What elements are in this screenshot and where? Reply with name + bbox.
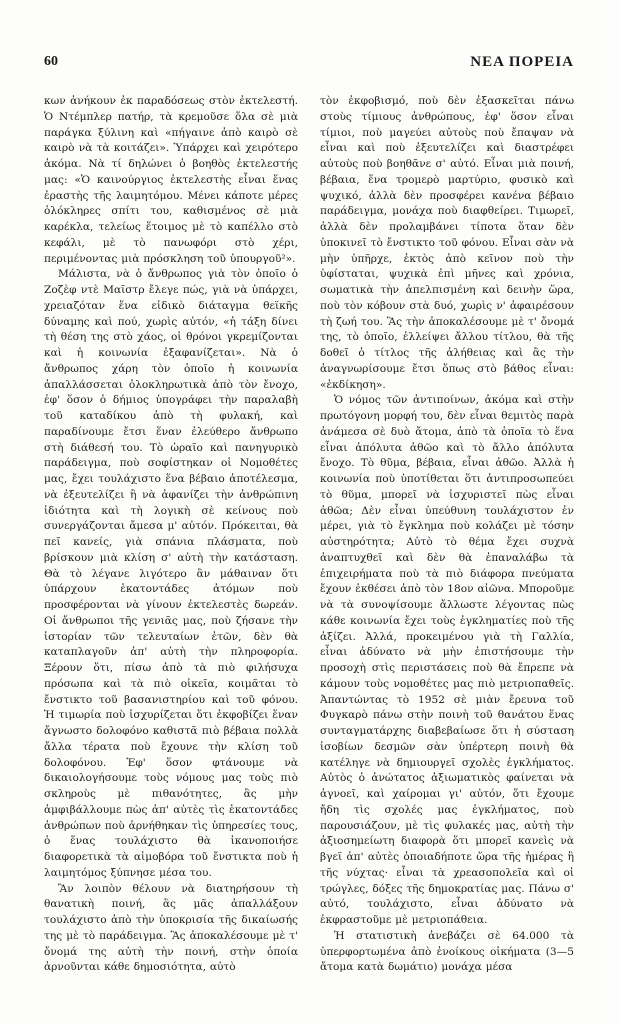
page-header [44, 54, 574, 76]
page-number: 60 [44, 54, 58, 69]
running-head: ΝΕΑ ΠΟΡΕΙΑ [470, 54, 574, 70]
paragraph: Μάλιστα, νὰ ὁ ἄνθρωπος γιὰ τὸν ὁποῖο ὁ Ζοζὲφ ντὲ Μαῖστρ ἔλεγε πώς, γιὰ νὰ ὑπάρχει, χρειαζόταν ἕνα εἰδικὸ διάταγμα θεϊκῆς δύναμης καὶ πού, χωρὶς αὐτόν, «ἡ τάξη δίνει τὴ θέση της στὸ χάος, οἱ θρόνοι γκρεμίζονται καὶ ἡ κοινωνία ἐξαφανίζεται». Νὰ ὁ ἄνθρωπος χάρη τὸν ὁποῖο ἡ κοινωνία ἀπαλλάσσεται ὁλοκληρωτικὰ ἀπὸ τὸν ἔνοχο, ἐφ' ὅσον ὁ δήμιος ὑπογράφει τὴν παραλαβὴ τοῦ καταδίκου ἀπὸ τὴ φυλακή, καὶ παραδίνουμε ἔτσι ἕναν ἐλεύθερο ἄνθρωπο στὴ διάθεσή του. Τὸ ὡραῖο καὶ πανηγυρικὸ παράδειγμα, ποὺ σοφίστηκαν οἱ Νομοθέτες μας, ἔχει τουλάχιστο ἕνα βέβαιο ἀποτέλεσμα, νὰ ἐξευτελίζει ἢ νὰ ἀφανίζει τὴν ἀνθρώπινη ἰδιότητα καὶ τὴ λογικὴ σὲ κείνους ποὺ συνεργάζονται ἄμεσα μ' αὐτόν. Πρόκειται, θὰ πεῖ κανείς, γιὰ σπάνια πλάσματα, ποὺ βρίσκουν μιὰ κλίση σ' αὐτὴ τὴν κατάσταση. Θὰ τὸ λέγανε λιγότερο ἂν μάθαιναν ὅτι ὑπάρχουν ἑκατοντάδες ἀτόμων ποὺ προσφέρονται νὰ γίνουν ἐκτελεστὲς δωρεάν. Οἱ ἄνθρωποι τῆς γενιᾶς μας, ποὺ ζήσανε τὴν ἱστορίαν τῶν τελευταίων ἐτῶν, δὲν θὰ καταπλαγοῦν ἀπ' αὐτὴ τὴν πληροφορία. Ξέρουν ὅτι, πίσω ἀπὸ τὰ πιὸ φιλήσυχα πρόσωπα καὶ τὰ πιὸ οἰκεῖα, κοιμᾶται τὸ ἔνστικτο τοῦ βασανιστηρίου καὶ τοῦ φόνου. Ἡ τιμωρία ποὺ ἰσχυρίζεται ὅτι ἐκφοβίζει ἕναν ἄγνωστο δολοφόνο καθιστᾶ πιὸ βέβαια πολλὰ ἄλλα τέρατα ποὺ ἔχουνε τὴν κλίση τοῦ δολοφόνου. Ἐφ' ὅσον φτάνουμε νὰ δικαιολογήσουμε τοὺς νόμους μας τοὺς πιὸ σκληροὺς μὲ πιθανότητες, ἂς μὴν ἀμφιβάλλουμε πὼς ἀπ' αὐτὲς τὶς ἑκατοντάδες ἀνθρώπων ποὺ ἀρνήθηκαν τὶς ὑπηρεσίες τους, ὁ ἕνας τουλάχιστο θὰ ἱκανοποιήσε διαφορετικὰ τὰ αἱμοβόρα τοῦ ἔνστικτα ποὺ ἡ λαιμητόμος ξύπνησε μέσα του. [44, 268, 298, 879]
paragraph: τὸν ἐκφοβισμό, ποὺ δὲν ἐξασκεῖται πάνω στοὺς τίμιους ἀνθρώπους, ἐφ' ὅσον εἶναι τίμιοι, ποὺ μαγεύει αὐτοὺς ποὺ ἔπαψαν νὰ εἶναι καὶ ποὺ ἐξευτελίζει καὶ διαστρέφει αὐτοὺς ποὺ βοηθᾶνε σ' αὐτό. Εἶναι μιὰ ποινή, βέβαια, ἕνα τρομερὸ μαρτύριο, φυσικὸ καὶ ψυχικό, ἀλλὰ δὲν προσφέρει κανένα βέβαιο παράδειγμα, μονάχα ποὺ διαφθείρει. Τιμωρεῖ, ἀλλὰ δὲν προλαμβάνει τίποτα ὅταν δὲν ὑποκινεῖ τὸ ἔνστικτο τοῦ φόνου. Εἶναι σὰν νὰ μὴν ὑπῆρχε, ἐκτὸς ἀπὸ κεῖνον ποὺ τὴν ὑφίσταται, ψυχικὰ ἐπὶ μῆνες καὶ χρόνια, σωματικὰ τὴν ἀπελπισμένη καὶ δεινὴν ὥρα, ποὺ τὸν κόβουν στὰ δυό, χωρὶς ν' ἀφαιρέσουν τὴ ζωή του. Ἂς τὴν ἀποκαλέσουμε μὲ τ' ὄνομά της, τὸ ὁποῖο, ἐλλείψει ἄλλου τίτλου, θὰ τῆς δοθεῖ ὁ τίτλος τῆς ἀλήθειας καὶ ἂς τὴν ἀναγνωρίσουμε ἔτσι ὅπως στὸ βάθος εἶναι: «ἐκδίκηση». [320, 95, 574, 391]
paragraph: Ἂν λοιπὸν θέλουν νὰ διατηρήσουν τὴ θανατικὴ ποινή, ἂς μᾶς ἀπαλλάξουν τουλάχιστο ἀπὸ τὴν ὑποκρισία τῆς δικαίωσής της μὲ τὸ παράδειγμα. Ἂς ἀποκαλέσουμε μὲ τ' ὄνομά της αὐτὴ τὴν ποινή, στὴν ὁποία ἀρνοῦνται κάθε δημοσιότητα, αὐτὸ [44, 882, 298, 974]
left-column [44, 94, 298, 1004]
text-columns [44, 94, 574, 1004]
right-column [320, 94, 574, 1004]
paragraph: Ὁ νόμος τῶν ἀντιποίνων, ἀκόμα καὶ στὴν πρωτόγονη μορφή του, δὲν εἶναι θεμιτὸς παρὰ ἀνάμεσα σὲ δυὸ ἄτομα, ἀπὸ τὰ ὁποῖα τὸ ἕνα εἶναι ἀπόλυτα ἀθῶο καὶ τὸ ἄλλο ἀπόλυτα ἔνοχο. Τὸ θῦμα, βέβαια, εἶναι ἀθῶο. Ἀλλὰ ἡ κοινωνία ποὺ ὑποτίθεται ὅτι ἀντιπροσωπεύει τὸ θῦμα, μπορεῖ νὰ ἰσχυριστεῖ πὼς εἶναι ἀθῶα; Δὲν εἶναι ὑπεύθυνη τουλάχιστον ἐν μέρει, γιὰ τὸ ἔγκλημα ποὺ κολάζει μὲ τόσην αὐστηρότητα; Αὐτὸ τὸ θέμα ἔχει συχνὰ ἀναπτυχθεῖ καὶ δὲν θὰ ἐπαναλάβω τὰ ἐπιχειρήματα ποὺ τὰ πιὸ διάφορα πνεύματα ἔχουν ἐκθέσει ἀπὸ τὸν 18ον αἰῶνα. Μποροῦμε νὰ τὰ συνοψίσουμε ἄλλωστε λέγοντας πὼς κάθε κοινωνία ἔχει τοὺς ἐγκληματίες ποὺ τῆς ἀξίζει. Ἀλλά, προκειμένου γιὰ τὴ Γαλλία, εἶναι ἀδύνατο νὰ μὴν ἐπιστήσουμε τὴν προσοχὴ στὶς περιστάσεις ποὺ θὰ ἔπρεπε νὰ κάμουν τοὺς νομοθέτες μας πιὸ μετριοπαθεῖς. Ἀπαντώντας τὸ 1952 σὲ μιὰν ἔρευνα τοῦ Φυγκαρὸ πάνω στὴν ποινὴ τοῦ θανάτου ἕνας συνταγματάρχης διαβεβαίωσε ὅτι ἡ σύσταση ἰσοβίων δεσμῶν σὰν ὑπέρτερη ποινὴ θὰ κατέληγε νὰ δημιουργεῖ σχολὲς ἐγκλήματος. Αὐτὸς ὁ ἀνώτατος ἀξιωματικὸς φαίνεται νὰ ἀγνοεῖ, καὶ χαίρομαι γι' αὐτόν, ὅτι ἔχουμε ἤδη τὶς σχολές μας ἐγκλήματος, ποὺ παρουσιάζουν, μὲ τὶς φυλακές μας, αὐτὴ τὴν ἀξιοσημείωτη διαφορὰ ὅτι μπορεῖ κανεὶς νὰ βγεῖ ἀπ' αὐτὲς ὁποιαδήποτε ὥρα τῆς ἡμέρας ἢ τῆς νύχτας· εἶναι τὰ χρεασοπολεῖα καὶ οἱ τρώγλες, δόξες τῆς δημοκρατίας μας. Πάνω σ' αὐτό, τουλάχιστο, εἶναι ἀδύνατο νὰ ἐκφραστοῦμε μὲ μετριοπάθεια. [320, 394, 574, 926]
paragraph: κων ἀνήκουν ἐκ παραδόσεως στὸν ἐκτελεστή. Ὁ Ντέμπλερ πατήρ, τὰ κρεμοῦσε ὅλα σὲ μιὰ παράγκα ξύλινη καὶ «πήγαινε ἀπὸ καιρὸ σὲ καιρὸ νὰ τὰ κοιτάζει». Ὑπάρχει καὶ χειρότερο ἀκόμα. Νὰ τί δηλώνει ὁ βοηθὸς ἐκτελεστής μας: «Ὁ καινούργιος ἐκτελεστὴς εἶναι ἕνας ἐραστὴς τῆς λαιμητόμου. Μένει κάποτε μέρες ὁλόκληρες σπίτι του, καθισμένος σὲ μιὰ καρέκλα, τελείως ἕτοιμος μὲ τὸ καπέλλο στὸ κεφάλι, μὲ τὸ πανωφόρι στὸ χέρι, περιμένοντας μιὰ πρόσκληση τοῦ ὑπουργοῦ²». [44, 95, 298, 265]
paragraph: Ἡ στατιστικὴ ἀνεβάζει σὲ 64.000 τὰ ὑπερφορτωμένα ἀπὸ ἐνοίκους οἰκήματα (3—5 ἄτομα κατὰ δωμάτιο) μονάχα μέσα [320, 929, 574, 974]
